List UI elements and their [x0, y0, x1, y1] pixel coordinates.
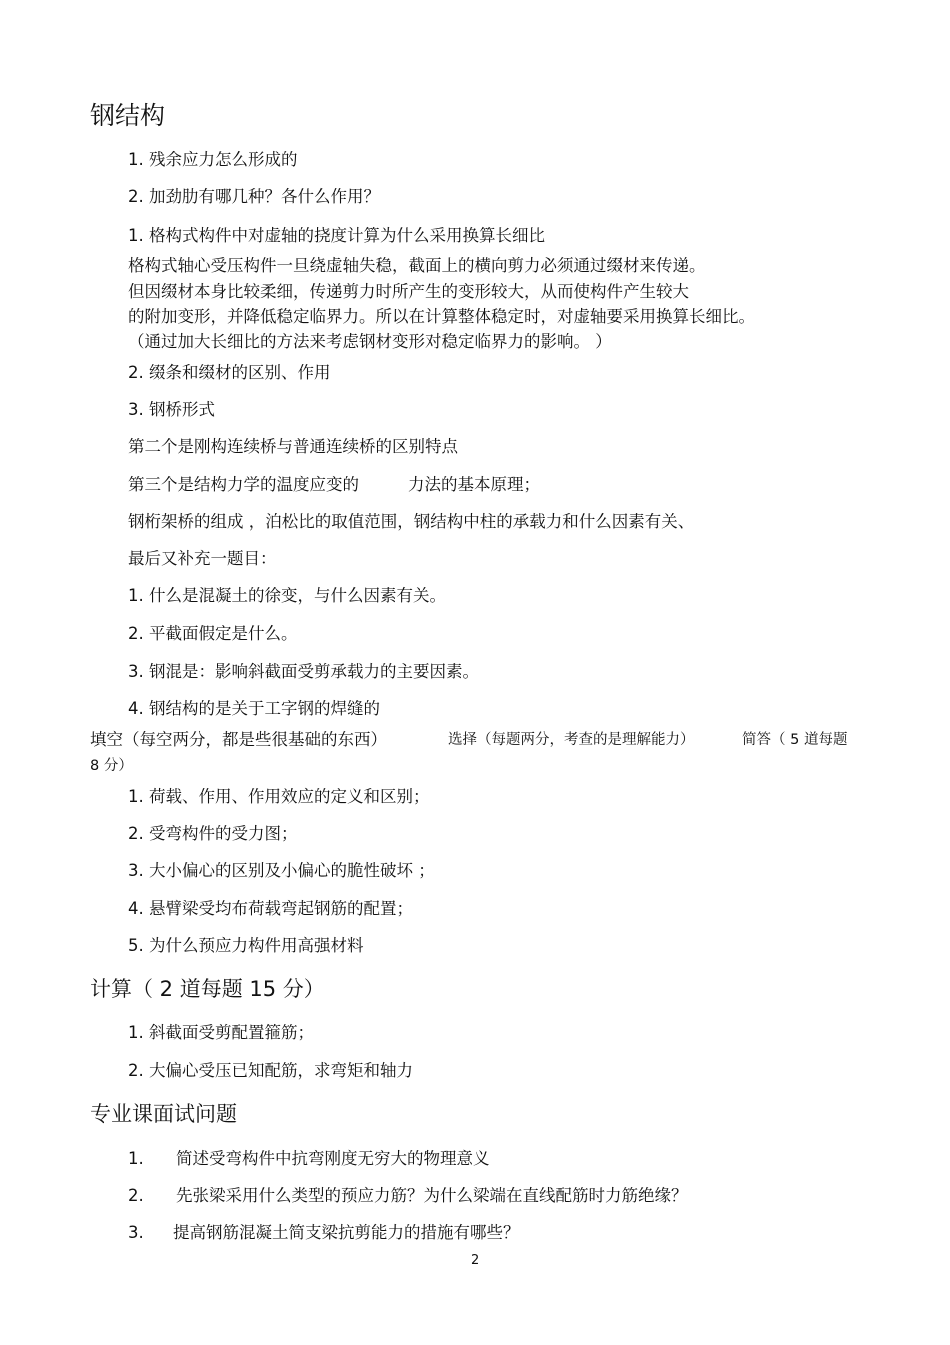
- page-number: 2: [471, 1253, 480, 1268]
- numbered-item-plane-section: 2. 平截面假定是什么。: [128, 624, 298, 643]
- question-lacing: 2. 缀条和缀材的区别、作用: [128, 363, 331, 382]
- exam-short-answer-points: 8 分）: [90, 758, 133, 774]
- short-answer-item-3: 3. 大小偏心的区别及小偏心的脆性破坏 ；: [128, 861, 435, 880]
- answer-line-1: 格构式轴心受压构件一旦绕虚轴失稳，截面上的横向剪力必须通过缀材来传递。: [128, 256, 706, 275]
- question-lattice-member: 1. 格构式构件中对虚轴的挠度计算为什么采用换算长细比: [128, 226, 545, 245]
- answer-line-3: 的附加变形，并降低稳定临界力。所以在计算整体稳定时，对虚轴要采用换算长细比。: [128, 307, 755, 326]
- interview-item-2-number: 2.: [128, 1186, 144, 1205]
- exam-short-answer: 简答（ 5 道每题: [742, 732, 848, 748]
- paragraph-temperature-strain: 第三个是结构力学的温度应变的: [128, 475, 359, 494]
- section-title-calculation: 计算（ 2 道每题 15 分）: [90, 977, 325, 1001]
- short-answer-item-5: 5. 为什么预应力构件用高强材料: [128, 936, 364, 955]
- interview-item-3: 提高钢筋混凝土简支梁抗剪能力的措施有哪些？: [173, 1223, 520, 1242]
- question-residual-stress: 1. 残余应力怎么形成的: [128, 150, 298, 169]
- answer-line-4: （通过加大长细比的方法来考虑钢材变形对稳定临界力的影响。 ）: [128, 332, 612, 351]
- question-steel-bridge: 3. 钢桥形式: [128, 400, 215, 419]
- paragraph-truss-bridge: 钢桁架桥的组成 ，泊松比的取值范围，钢结构中柱的承载力和什么因素有关、: [128, 512, 695, 531]
- paragraph-supplement: 最后又补充一题目：: [128, 549, 277, 568]
- section-title-interview: 专业课面试问题: [90, 1102, 237, 1126]
- calculation-item-1: 1. 斜截面受剪配置箍筋；: [128, 1023, 314, 1042]
- paragraph-force-method: 力法的基本原理；: [408, 475, 540, 494]
- calculation-item-2: 2. 大偏心受压已知配筋，求弯矩和轴力: [128, 1061, 413, 1080]
- numbered-item-shear-capacity: 3. 钢混是：影响斜截面受剪承载力的主要因素。: [128, 662, 479, 681]
- section-title-steel-structure: 钢结构: [90, 101, 166, 130]
- short-answer-item-4: 4. 悬臂梁受均布荷载弯起钢筋的配置；: [128, 899, 413, 918]
- interview-item-1-number: 1.: [128, 1149, 144, 1168]
- short-answer-item-1: 1. 荷载、作用、作用效应的定义和区别；: [128, 787, 430, 806]
- short-answer-item-2: 2. 受弯构件的受力图；: [128, 824, 298, 843]
- interview-item-2: 先张梁采用什么类型的预应力筋？为什么梁端在直线配筋时力筋绝缘？: [176, 1186, 688, 1205]
- exam-multiple-choice: 选择（每题两分，考查的是理解能力）: [448, 732, 695, 748]
- question-stiffeners: 2. 加劲肋有哪几种？各什么作用？: [128, 187, 380, 206]
- exam-fill-in-blank: 填空（每空两分，都是些很基础的东西）: [90, 730, 387, 749]
- answer-line-2: 但因缀材本身比较柔细，传递剪力时所产生的变形较大，从而使构件产生较大: [128, 282, 689, 301]
- paragraph-rigid-frame-bridge: 第二个是刚构连续桥与普通连续桥的区别特点: [128, 437, 458, 456]
- numbered-item-weld: 4. 钢结构的是关于工字钢的焊缝的: [128, 699, 380, 718]
- numbered-item-creep: 1. 什么是混凝土的徐变，与什么因素有关。: [128, 586, 446, 605]
- interview-item-3-number: 3.: [128, 1223, 144, 1242]
- interview-item-1: 简述受弯构件中抗弯刚度无穷大的物理意义: [176, 1149, 490, 1168]
